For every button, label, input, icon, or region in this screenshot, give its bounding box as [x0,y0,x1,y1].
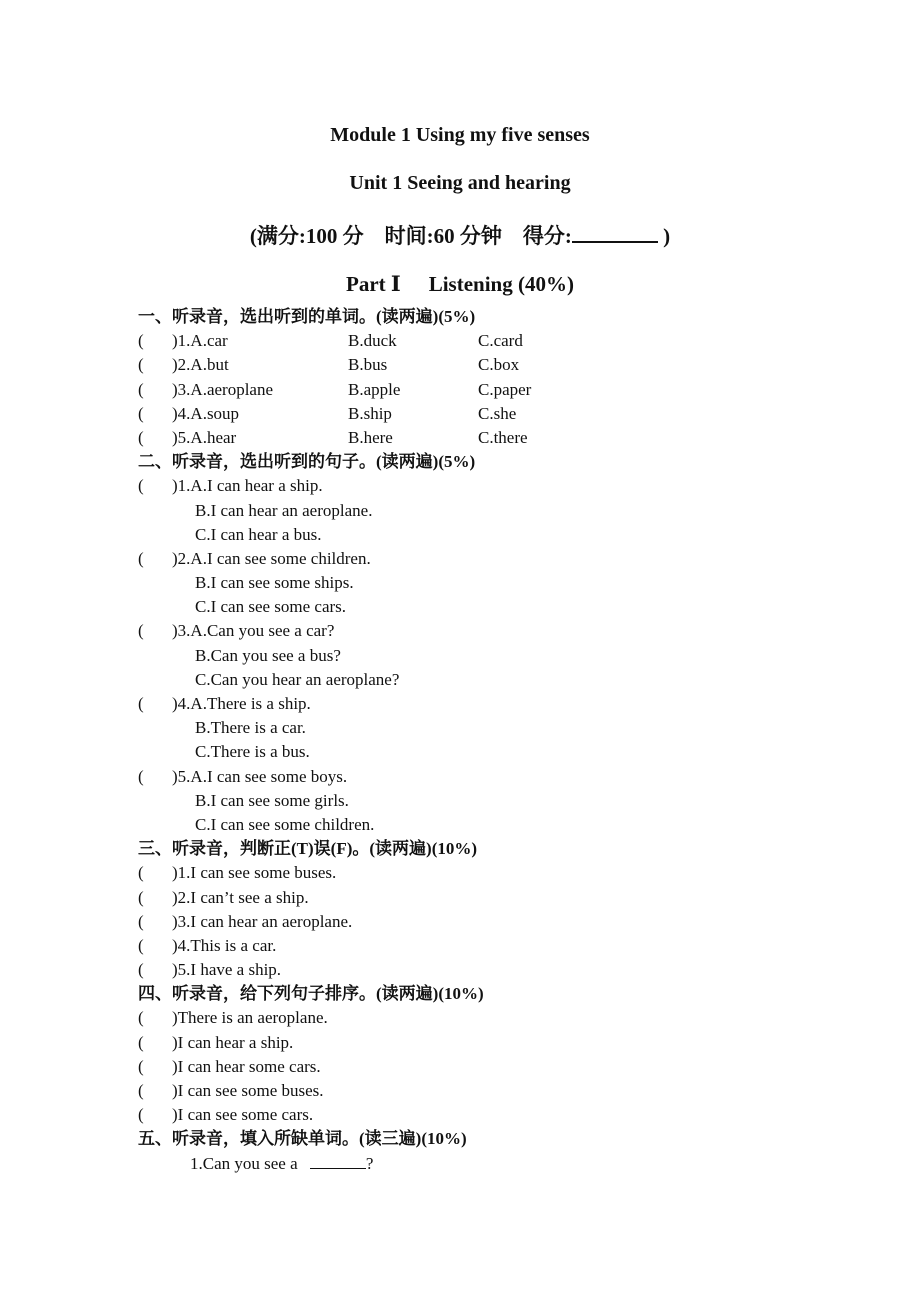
s5-item-1-end: ? [365,1153,374,1173]
answer-bracket[interactable]: ( [138,1032,144,1052]
s4-sentence-2 [138,1031,838,1055]
s2-q3-option-a: )3.A.Can you see a car? [172,621,335,641]
s2-q4-option-a: )4.A.There is a ship. [172,694,311,713]
section-5-heading: 五、听录音，填入所缺单词。(读三遍)(10%) [138,1129,467,1149]
s4-sentence-text: )I can see some cars. [172,1105,314,1125]
s2-q3-option-b-line [138,644,838,668]
s1-q2-option-c: C.box [478,355,520,375]
s2-q4-option-c-line [138,740,838,764]
s1-q4-option-c: C.she [478,403,517,423]
s2-q3-option-c-line [138,668,838,692]
section-1-heading: 一、听录音，选出听到的单词。(读两遍)(5%) [138,307,476,326]
s2-q1-option-a: )1.A.I can hear a ship. [172,476,323,496]
part-heading [0,271,920,297]
s2-q1-option-c: C.I can hear a bus. [195,524,322,544]
s2-q1-option-c-line [138,523,838,547]
answer-bracket[interactable]: ( [138,379,144,399]
s2-q5-option-b: B.I can see some girls. [195,790,349,810]
s5-item-1-prompt: 1.Can you see a [190,1153,302,1173]
s5-item-1-text [190,1152,373,1176]
s3-statement-5 [138,958,838,982]
s2-q4-option-b-line [138,716,838,740]
module-title: Module 1 Using my five senses [330,124,590,146]
part-title: Listening (40%) [428,272,574,296]
s1-question-1 [138,329,838,353]
s1-q1-option-a: )1.A.car [172,331,228,351]
s1-q3-option-c: C.paper [478,379,532,399]
s1-q4-option-b: B.ship [348,403,392,423]
answer-bracket[interactable]: ( [138,887,144,907]
s5-item-1 [138,1152,838,1176]
s4-sentence-text: )I can hear some cars. [172,1056,321,1076]
s2-question-4 [138,692,838,716]
answer-bracket[interactable]: ( [138,911,144,931]
s4-sentence-text: )I can see some buses. [172,1081,324,1100]
s2-q2-option-c: C.I can see some cars. [195,597,347,617]
s4-sentence-3 [138,1055,838,1079]
s1-question-5 [138,426,838,450]
s4-sentence-text: )There is an aeroplane. [172,1008,328,1028]
s1-q1-option-c: C.card [478,331,523,351]
answer-bracket[interactable]: ( [138,935,144,955]
section-3-heading: 三、听录音，判断正(T)误(F)。(读两遍)(10%) [138,839,478,859]
s2-q2-option-c-line [138,595,838,619]
answer-bracket[interactable]: ( [138,476,144,496]
s3-statement-text: )5.I have a ship. [172,960,282,980]
s2-q5-option-a: )5.A.I can see some boys. [172,766,348,786]
s2-q5-option-c-line [138,813,838,837]
answer-bracket[interactable]: ( [138,766,144,786]
s1-q5-option-a: )5.A.hear [172,427,237,447]
s2-q3-option-b: B.Can you see a bus? [195,645,341,665]
s3-statement-2 [138,886,838,910]
s1-question-4 [138,402,838,426]
score-blank[interactable] [572,223,658,243]
s3-statement-1 [138,861,838,885]
score-close: ) [657,224,671,248]
s2-q1-option-b: B.I can hear an aeroplane. [195,500,373,520]
section-4-heading: 四、听录音，给下列句子排序。(读两遍)(10%) [138,984,484,1004]
s3-statement-text: )1.I can see some buses. [172,863,337,883]
answer-bracket[interactable]: ( [138,1056,144,1076]
s2-q4-option-b: B.There is a car. [195,718,306,738]
answer-bracket[interactable]: ( [138,694,144,713]
s2-q3-option-c: C.Can you hear an aeroplane? [195,669,400,689]
s2-question-5 [138,765,838,789]
s2-q2-option-b-line [138,571,838,595]
fill-blank[interactable] [310,1153,366,1169]
answer-bracket[interactable]: ( [138,403,144,423]
s2-q5-option-c: C.I can see some children. [195,814,375,834]
s1-q1-option-b: B.duck [348,331,397,351]
s1-q4-option-a: )4.A.soup [172,403,240,423]
s1-q5-option-b: B.here [348,427,393,447]
answer-bracket[interactable]: ( [138,1008,144,1028]
s3-statement-text: )3.I can hear an aeroplane. [172,911,353,931]
answer-bracket[interactable]: ( [138,960,144,980]
answer-bracket[interactable]: ( [138,1105,144,1125]
s2-question-3 [138,619,838,643]
s4-sentence-5 [138,1103,838,1127]
answer-bracket[interactable]: ( [138,621,144,641]
answer-bracket[interactable]: ( [138,427,144,447]
answer-bracket[interactable]: ( [138,355,144,375]
s1-q2-option-a: )2.A.but [172,355,229,375]
s1-question-2 [138,353,838,377]
s4-sentence-text: )I can hear a ship. [172,1032,294,1052]
s1-question-3 [138,378,838,402]
s2-q5-option-b-line [138,789,838,813]
s2-q2-option-b: B.I can see some ships. [195,573,354,593]
score-info: (满分:100 分 时间:60 分钟 得分: [249,224,572,248]
score-line [0,220,920,250]
s2-question-1 [138,474,838,498]
s1-q2-option-b: B.bus [348,355,388,375]
s2-q2-option-a: )2.A.I can see some children. [172,548,371,568]
s2-question-2 [138,547,838,571]
question-body [138,305,838,1176]
s2-q1-option-b-line [138,499,838,523]
s2-q4-option-c: C.There is a bus. [195,742,310,762]
answer-bracket[interactable]: ( [138,863,144,883]
s1-q5-option-c: C.there [478,427,528,447]
answer-bracket[interactable]: ( [138,331,144,351]
section-2-heading: 二、听录音，选出听到的句子。(读两遍)(5%) [138,452,476,472]
s3-statement-3 [138,910,838,934]
s3-statement-text: )2.I can’t see a ship. [172,887,309,907]
s1-q3-option-b: B.apple [348,379,401,399]
s4-sentence-4 [138,1079,838,1103]
part-label: Part Ⅰ [346,272,401,296]
s4-sentence-1 [138,1006,838,1030]
s3-statement-4 [138,934,838,958]
s1-q3-option-a: )3.A.aeroplane [172,379,274,399]
unit-title: Unit 1 Seeing and hearing [349,172,571,194]
s3-statement-text: )4.This is a car. [172,935,277,955]
answer-bracket[interactable]: ( [138,548,144,568]
answer-bracket[interactable]: ( [138,1081,144,1100]
